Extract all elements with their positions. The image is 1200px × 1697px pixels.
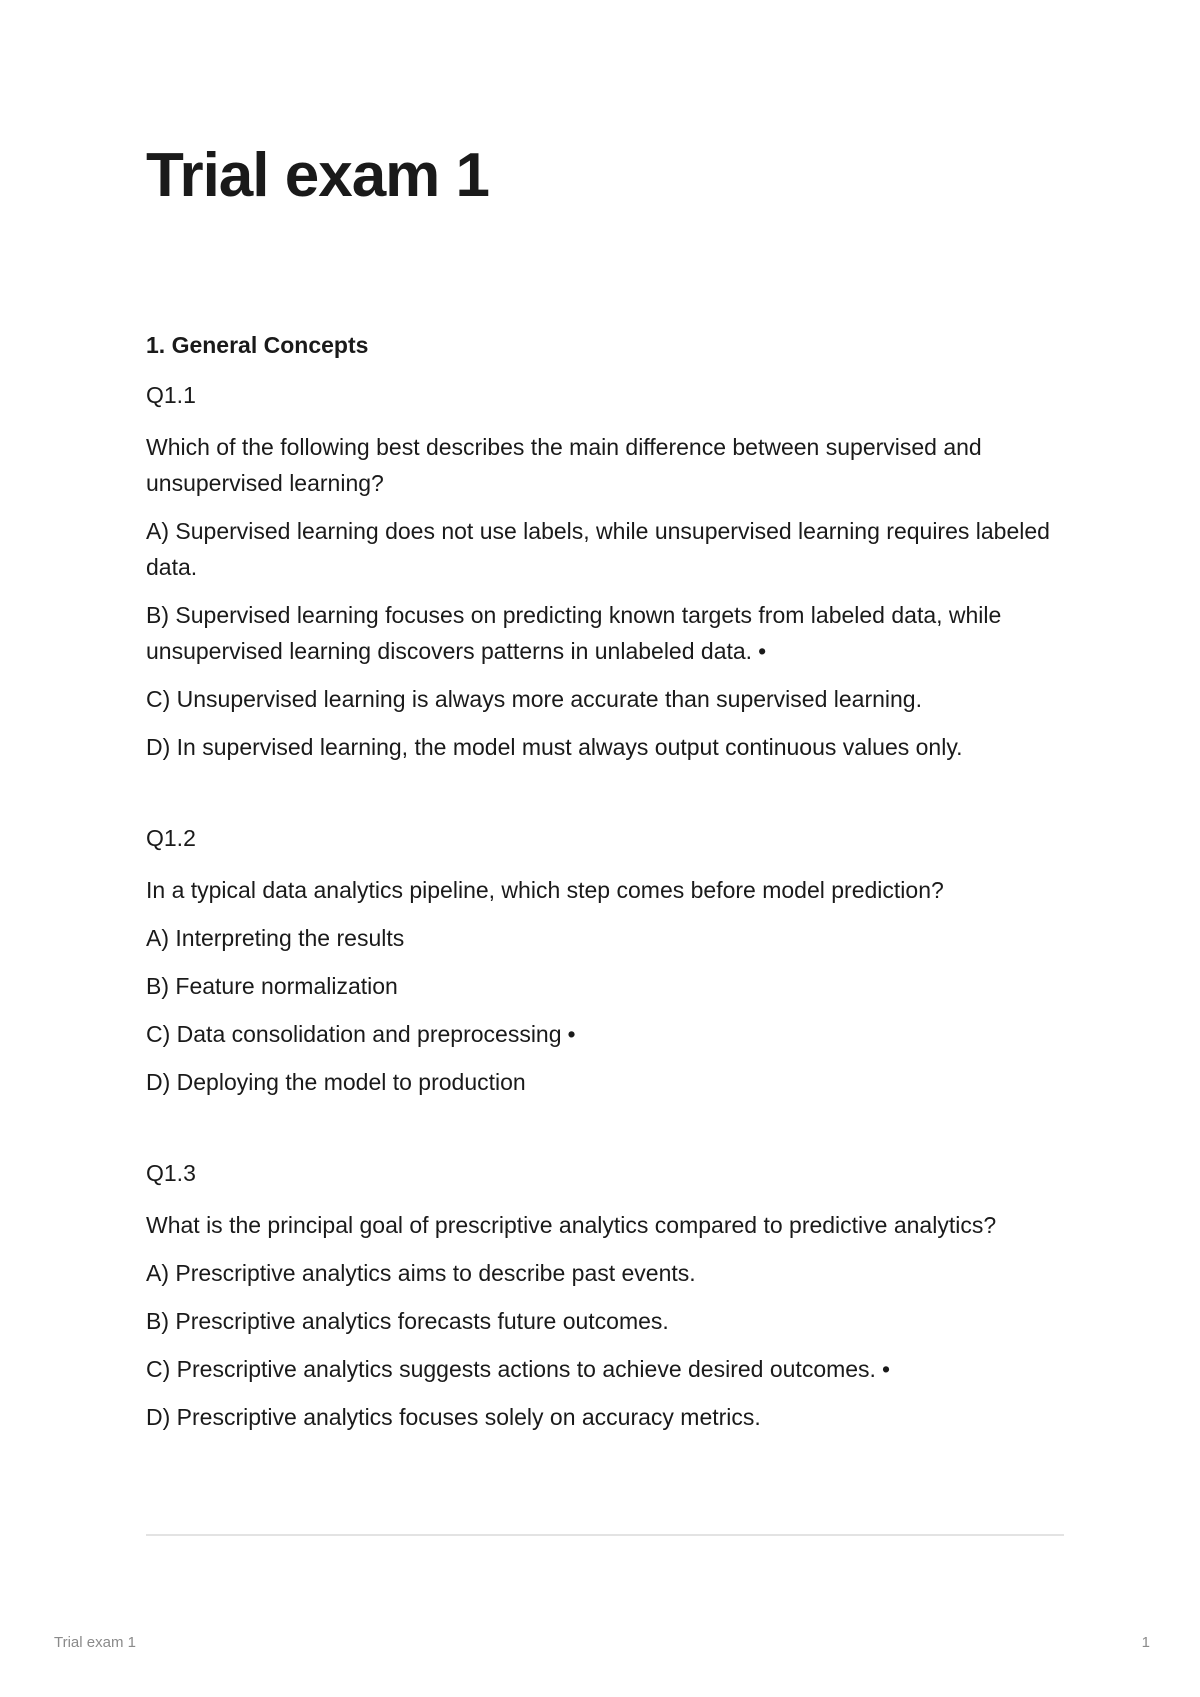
option-text: C) Unsupervised learning is always more accurate than supervised learning. <box>146 686 922 712</box>
option-text: B) Supervised learning focuses on predicting known targets from labeled data, while unsupervised learning discovers patterns in unlabeled data. <box>146 602 1002 664</box>
answer-option <box>146 1351 1064 1387</box>
correct-answer-marker: • <box>567 1021 576 1047</box>
answer-option <box>146 729 1064 765</box>
question-text: What is the principal goal of prescriptive analytics compared to predictive analytics? <box>146 1212 997 1238</box>
option-text: D) Prescriptive analytics focuses solely on accuracy metrics. <box>146 1404 761 1430</box>
option-text: D) In supervised learning, the model must always output continuous values only. <box>146 734 963 760</box>
option-text: C) Data consolidation and preprocessing <box>146 1021 562 1047</box>
section-divider <box>146 1534 1064 1536</box>
footer-document-title: Trial exam 1 <box>54 1634 136 1651</box>
question-block <box>146 380 1064 765</box>
question-text: In a typical data analytics pipeline, which step comes before model prediction? <box>146 877 944 903</box>
answer-option <box>146 513 1064 585</box>
footer-page-number: 1 <box>1141 1634 1150 1651</box>
option-text: A) Interpreting the results <box>146 925 405 951</box>
answer-option <box>146 597 1064 669</box>
answer-option <box>146 1064 1064 1100</box>
option-text: D) Deploying the model to production <box>146 1069 526 1095</box>
answer-option <box>146 920 1064 956</box>
answer-option <box>146 968 1064 1004</box>
correct-answer-marker: • <box>758 638 767 664</box>
option-text: B) Feature normalization <box>146 973 398 999</box>
answer-option <box>146 1303 1064 1339</box>
option-text: A) Prescriptive analytics aims to describe past events. <box>146 1260 696 1286</box>
option-text: C) Prescriptive analytics suggests actions to achieve desired outcomes. <box>146 1356 876 1382</box>
question-block <box>146 1158 1064 1435</box>
correct-answer-marker: • <box>881 1356 891 1382</box>
question-block <box>146 823 1064 1100</box>
exam-content <box>146 330 1064 1447</box>
option-text: A) Supervised learning does not use labels, while unsupervised learning requires labeled data. <box>146 518 1050 580</box>
answer-option <box>146 1399 1064 1435</box>
answer-option <box>146 1016 1064 1052</box>
question-number: Q1.2 <box>146 825 196 851</box>
question-number: Q1.1 <box>146 382 196 408</box>
page-title: Trial exam 1 <box>146 141 490 210</box>
option-text: B) Prescriptive analytics forecasts future outcomes. <box>146 1308 669 1334</box>
section-heading: 1. General Concepts <box>146 332 369 358</box>
answer-option <box>146 1255 1064 1291</box>
answer-option <box>146 681 1064 717</box>
question-number: Q1.3 <box>146 1160 196 1186</box>
question-text: Which of the following best describes the main difference between supervised and unsupervised learning? <box>146 434 982 496</box>
